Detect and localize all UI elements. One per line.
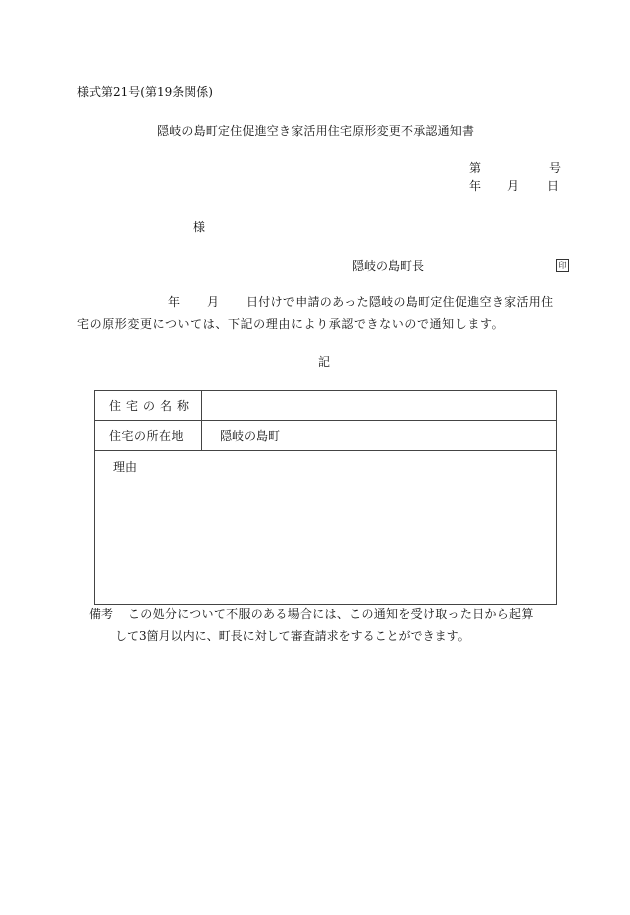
details-table — [94, 390, 557, 605]
house-location-label: 住宅の所在地 — [109, 429, 185, 443]
body-year: 年 — [168, 295, 181, 309]
issuer: 隠岐の島町長 — [352, 259, 425, 273]
remarks-label: 備考 — [89, 607, 114, 621]
date-month: 月 — [507, 179, 520, 193]
number-suffix: 号 — [549, 161, 562, 175]
row-divider — [95, 450, 556, 451]
remarks-line2: して3箇月以内に、町長に対して審査請求をすることができます。 — [115, 629, 470, 643]
ki-heading: 記 — [318, 355, 331, 369]
reason-label: 理由 — [113, 460, 138, 474]
house-name-label: 住宅の名称 — [109, 399, 195, 413]
row-divider — [95, 420, 556, 421]
date-year: 年 — [469, 179, 482, 193]
document-title: 隠岐の島町定住促進空き家活用住宅原形変更不承認通知書 — [157, 124, 475, 138]
remarks-line1: この処分について不服のある場合には、この通知を受け取った日から起算 — [128, 607, 534, 621]
column-divider — [201, 391, 202, 450]
body-month: 月 — [207, 295, 220, 309]
addressee-suffix: 様 — [193, 220, 206, 234]
body-line2: 宅の原形変更については、下記の理由により承認できないので通知します。 — [77, 317, 505, 331]
body-line1: 日付けで申請のあった隠岐の島町定住促進空き家活用住 — [246, 295, 554, 309]
seal-icon: 印 — [556, 259, 569, 272]
date-day: 日 — [547, 179, 560, 193]
house-location-value: 隠岐の島町 — [220, 429, 281, 443]
number-prefix: 第 — [469, 161, 482, 175]
form-reference: 様式第21号(第19条関係) — [77, 85, 213, 99]
